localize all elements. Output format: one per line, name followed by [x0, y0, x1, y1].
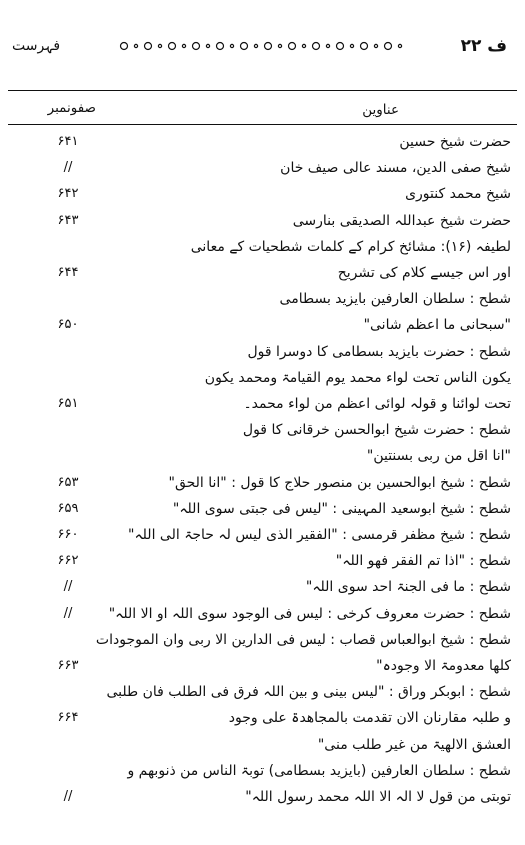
entry-title: "سبحانی ما اعظم شانی"	[363, 317, 511, 334]
entry-page-number: ۶۵۳	[57, 474, 79, 490]
contents-row	[14, 342, 511, 368]
entry-title: شطح : شیخ مظفر قرمسی : "الفقیر الذی لیس لہ حاجۃ الی اللہ"	[128, 527, 511, 543]
contents-row	[14, 237, 511, 263]
contents-row	[14, 630, 511, 656]
entry-page-number: //	[63, 789, 73, 804]
entry-title: حضرت شیخ حسین	[399, 134, 511, 150]
contents-row	[14, 473, 511, 499]
contents-row	[14, 420, 511, 446]
entry-title: شطح : ابوبکر وراق : "لیس بینی و بین اللہ فرق فی الطلب فان طلبی	[106, 684, 511, 701]
entry-title: شیخ صفی الدین، مسند عالی صیف خان	[280, 160, 511, 177]
contents-row	[14, 394, 511, 420]
contents-row	[14, 577, 511, 603]
entry-page-number: ۶۶۳	[57, 658, 79, 673]
entry-page-number: ۶۶۰	[57, 527, 79, 542]
contents-row	[14, 211, 511, 237]
contents-row	[14, 525, 511, 551]
entry-title: و طلبہ مقارنان الان تقدمت بالمجاھدۃ علی وجود	[228, 710, 511, 727]
contents-row	[14, 446, 511, 472]
contents-row	[14, 132, 511, 158]
entry-page-number: ۶۴۱	[57, 134, 79, 149]
entry-page-number: ۶۵۱	[57, 396, 79, 411]
entry-page-number: ۶۵۰	[57, 317, 79, 333]
entry-title: شطح : ما فی الجنۃ احد سوی اللہ"	[305, 579, 511, 596]
contents-row	[14, 735, 511, 761]
contents-row	[14, 604, 511, 630]
entry-title: حضرت شیخ عبداللہ الصدیقی بنارسی	[292, 212, 511, 229]
running-title: فہرست	[12, 38, 61, 54]
contents-row	[14, 368, 511, 394]
contents-row	[14, 499, 511, 525]
entry-title: شطح : حضرت معروف کرخی : لیس فی الوجود سوی اللہ او الا اللہ"	[108, 605, 511, 622]
contents-row	[14, 315, 511, 341]
entry-page-number: ۶۵۹	[57, 500, 79, 516]
entry-page-number: ۶۴۲	[57, 186, 79, 202]
entries-column-heading: عناوین	[362, 102, 399, 118]
entry-title: تحت لوائنا و قولہ لوائی اعظم من لواء محمد۔	[243, 396, 511, 412]
entry-title: شطح : "اذا تم الفقر فھو اللہ"	[335, 553, 511, 570]
entry-page-number: //	[63, 579, 73, 595]
page-number: ف ۲۲	[460, 36, 507, 56]
contents-row	[14, 656, 511, 682]
entry-title: شطح : سلطان العارفین بایزید بسطامی	[279, 291, 511, 308]
entry-title: کلھا معدومۃ الا وجودہ"	[376, 658, 511, 674]
column-heading-rule	[8, 124, 517, 125]
contents-row	[14, 184, 511, 210]
pages-column-heading: صفونمبر	[47, 100, 96, 116]
entry-title: "انا اقل من ربی بسنتین"	[366, 448, 511, 465]
entry-title: شطح : شیخ ابوالعباس قصاب : لیس فی الدارین الا ربی وان الموجودات	[95, 631, 511, 648]
entry-page-number: ۶۶۴	[57, 710, 79, 726]
ornamental-border	[118, 40, 408, 52]
entry-title: شطح : سلطان العارفین (بایزید بسطامی) توبۃ الناس من ذنوبھم و	[127, 762, 511, 779]
entry-page-number: //	[63, 605, 73, 621]
contents-row	[14, 761, 511, 787]
entry-title: لطیفہ (۱۶): مشائخ کرام کے کلمات شطحیات کے معانی	[190, 238, 511, 255]
contents-row	[14, 263, 511, 289]
entry-page-number: ۶۴۳	[57, 212, 79, 228]
entry-title: اور اس جیسے کلام کی تشریح	[337, 265, 511, 281]
entry-page-number: //	[63, 160, 73, 176]
entry-title: شطح : شیخ ابوسعید المہینی : "لیس فی جبتی سوی اللہ"	[172, 500, 511, 517]
entry-page-number: ۶۴۴	[57, 265, 79, 280]
entry-title: یکون الناس تحت لواء محمد یوم القیامۃ ومحمد یکون	[204, 369, 511, 386]
contents-row	[14, 289, 511, 315]
contents-row	[14, 787, 511, 813]
contents-row	[14, 708, 511, 734]
entry-title: شیخ محمد کنتوری	[405, 186, 511, 203]
contents-row	[14, 551, 511, 577]
header-rule	[8, 90, 517, 91]
entry-title: شطح : حضرت شیخ ابوالحسن خرقانی کا قول	[242, 422, 511, 439]
entry-title: توبتی من قول لا الہ الا اللہ محمد رسول اللہ"	[245, 789, 511, 805]
contents-row	[14, 158, 511, 184]
entry-page-number: ۶۶۲	[57, 553, 79, 569]
entry-title: شطح : شیخ ابوالحسین بن منصور حلاج کا قول : "انا الحق"	[168, 474, 511, 491]
entry-title: العشق الالھیۃ من غیر طلب منی"	[317, 736, 511, 753]
contents-row	[14, 682, 511, 708]
entry-title: شطح : حضرت بایزید بسطامی کا دوسرا قول	[247, 343, 511, 360]
